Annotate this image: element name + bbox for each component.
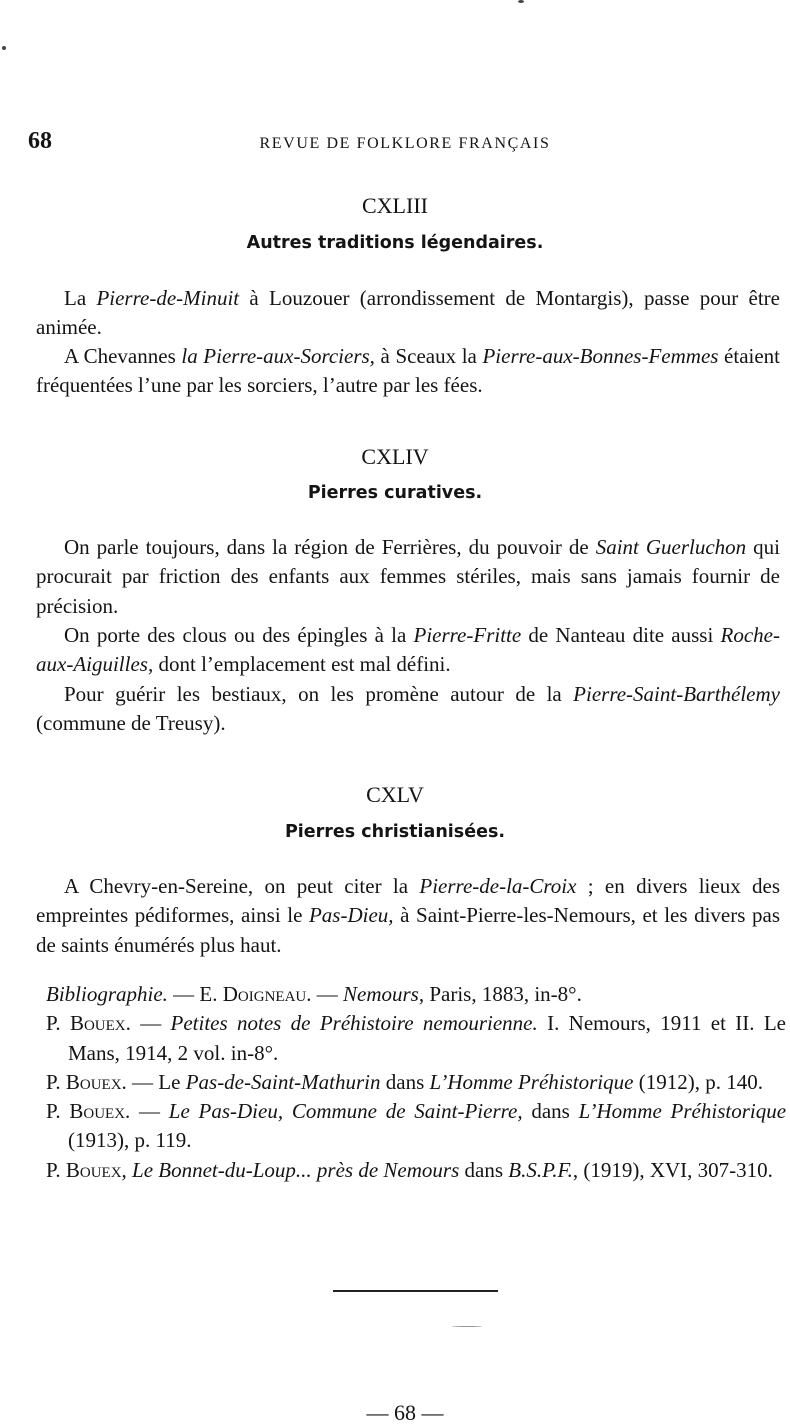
italic-text: Pierre-de-Minuit	[96, 286, 240, 310]
text-run: dans	[522, 1099, 579, 1124]
scan-speck	[518, 0, 524, 3]
italic-text: Nemours,	[343, 982, 425, 1006]
section-title: Pierres christianisées.	[284, 822, 506, 842]
text-run: A Chevannes	[64, 344, 182, 368]
section-number: CXLIV	[361, 444, 429, 469]
text-run: dont l’emplacement est mal défini.	[153, 652, 451, 677]
italic-text: la Pierre-aux-Sorciers,	[181, 344, 375, 368]
text-run: qui procurait par friction des enfants aux femmes stériles, mais sans jamais fournir de précision.	[36, 535, 780, 618]
italic-text: L’Homme Préhistorique	[578, 1099, 787, 1124]
text-run: (commune de Treusy).	[36, 711, 226, 736]
text-run: dans	[380, 1069, 430, 1094]
text-run: On parle toujours, dans la région de Ferrières, du pouvoir de	[64, 535, 596, 559]
text-run: à Louzouer (arrondissement de Montargis), passe pour être animée.	[36, 286, 780, 340]
author-name: Doigneau.	[222, 982, 312, 1006]
text-run: dans	[459, 1157, 509, 1182]
text-run: Pour guérir les bestiaux, on les promène autour de la	[64, 682, 574, 706]
text-run: La	[64, 286, 97, 310]
text-run: —	[311, 982, 343, 1006]
text-run: — Le	[126, 1069, 186, 1094]
text-run: —	[130, 1099, 169, 1124]
text-run: P.	[46, 1069, 66, 1094]
author-name: Bouex.	[69, 1099, 131, 1124]
text-run: P.	[46, 1157, 66, 1182]
paragraph	[36, 621, 780, 680]
footer-folio: — 68 —	[366, 1400, 444, 1425]
italic-text: Pierre-aux-Bonnes-Femmes	[482, 344, 719, 368]
text-run: —	[130, 1011, 171, 1036]
text-run: étaient fréquentées l’une par les sorciers, l’autre par les fées.	[36, 344, 781, 398]
text-run: I. Nemours, 1911 et II. Le Mans, 1914, 2 vol. in-8°.	[68, 1011, 787, 1065]
text-run: (1913), p. 119.	[68, 1128, 192, 1153]
italic-text: Pierre-Fritte	[413, 623, 522, 647]
section-number: CXLV	[366, 782, 424, 807]
italic-text: L’Homme Préhistorique	[429, 1069, 634, 1094]
page-number-top: 68	[28, 128, 52, 154]
italic-text: B.S.P.F.	[508, 1157, 573, 1182]
author-name: Bouex,	[65, 1157, 127, 1182]
bibliography	[46, 980, 786, 1185]
text-run: P.	[46, 1011, 70, 1036]
paragraph	[36, 680, 780, 739]
italic-text: Saint Guerluchon	[595, 535, 747, 559]
scan-speck	[452, 1326, 482, 1327]
section-title: Autres traditions légendaires.	[246, 233, 544, 253]
italic-text: Le Bonnet-du-Loup... près de Nemours	[132, 1157, 460, 1182]
italic-text: Pierre-de-la-Croix	[419, 874, 577, 898]
text-run: Paris, 1883, in-8°.	[424, 982, 582, 1006]
italic-text: Pierre-Saint-Barthélemy	[573, 682, 780, 706]
section-number: CXLIII	[362, 193, 428, 218]
paragraph	[36, 872, 780, 960]
paragraph	[36, 284, 780, 343]
italic-text: Bibliographie.	[46, 982, 168, 1006]
text-run: ; en divers lieux des empreintes pédiformes, ainsi le	[36, 874, 781, 928]
bibliography-entry	[46, 1097, 786, 1156]
bibliography-entry	[46, 1068, 786, 1097]
scan-speck	[2, 46, 6, 50]
running-title: REVUE DE FOLKLORE FRANÇAIS	[259, 135, 551, 152]
text-run: On porte des clous ou des épingles à la	[64, 623, 414, 647]
italic-text: Le Pas-Dieu, Commune de Saint-Pierre,	[168, 1099, 523, 1124]
author-name: Bouex.	[69, 1011, 131, 1036]
bibliography-entry	[46, 1156, 786, 1185]
bibliography-entry	[46, 1009, 786, 1068]
text-run: A Chevry-en-Sereine, on peut citer la	[64, 874, 420, 898]
paragraph	[36, 342, 780, 401]
end-rule	[333, 1290, 498, 1292]
italic-text: Pas-de-Saint-Mathurin	[185, 1069, 381, 1094]
text-run: — E.	[167, 982, 223, 1006]
text-run: à Sceaux la	[374, 344, 483, 368]
text-run: (1912), p. 140.	[633, 1069, 763, 1094]
paragraph	[36, 533, 780, 621]
italic-text: Petites notes de Préhistoire nemourienne.	[170, 1011, 538, 1036]
text-run: à Saint-Pierre-les-Nemours, et les divers pas de saints énumérés plus haut.	[36, 903, 780, 957]
text-run: de Nanteau dite aussi	[521, 623, 721, 647]
section-title: Pierres curatives.	[307, 483, 483, 503]
italic-text: Roche-aux-Aiguilles,	[36, 623, 780, 677]
text-run: , (1919), XVI, 307-310.	[572, 1157, 773, 1182]
italic-text: Pas-Dieu,	[308, 903, 394, 928]
bibliography-entry	[46, 980, 786, 1009]
text-run: P.	[46, 1099, 70, 1124]
author-name: Bouex.	[65, 1069, 127, 1094]
